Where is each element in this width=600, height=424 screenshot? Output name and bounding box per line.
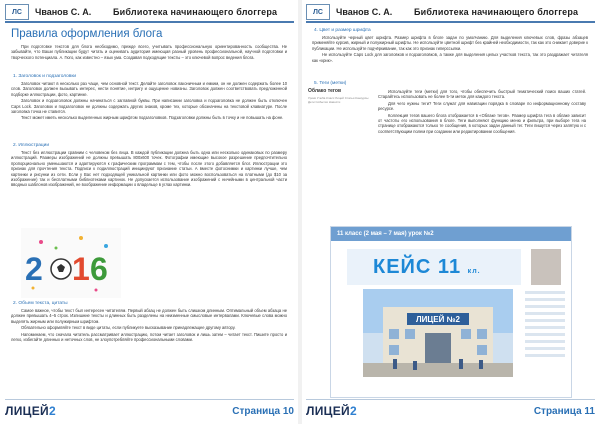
blog-post-title: 11 класс (2 мая – 7 мая) урок №2 (331, 227, 571, 241)
blog-screenshot (330, 226, 572, 398)
brand-number: 2 (48, 404, 56, 418)
year-digits: 1 (72, 251, 90, 287)
paragraph: Коллекция тегов вашего блога отображается в «Облаке тегов». Размер шрифта тега в облаке зависит от частоты его использования в блоге. Теги выполняют функцию меню и фильтра, при выборе тега на странице отображаются только те сообщения, в которых задан данный тег. Теги пишутся через запятую и с соответствующим полем при создании или редактировании сообщения. (378, 112, 586, 134)
school-photo (363, 289, 513, 377)
banner-text (373, 256, 481, 279)
tag-cloud-list: Уроки Учеба Класс Лицей Статьи Конкурсы Дети События Новости (308, 96, 369, 104)
tag-cloud-title: Облако тегов (308, 88, 342, 94)
year-digits: 2 (25, 251, 43, 287)
section-2-text (11, 150, 287, 189)
paragraph: Заголовок читают в несколько раз чаще, чем основной текст. Делайте заголовок лаконичным и емким, он не должен содержать более 10 слов. Заголовок должен вызывать интерес, нести понятие, интригу и ощущение новизны. Заголовок должен соответствовать предложенной подборке иллюстрации, фото, картинке. (11, 81, 287, 97)
paragraph: Самое важное, чтобы текст был интересен читателям. Первый абзац не должен быть слишком длинным. Оптимальный объем абзаца не должен превышать 4–5 строк. Излишние тексты и длинных быть разделены на неизменные смысловые интервалами. Ключевые слова можно выделять жирным или полужирным шрифтом. (11, 308, 287, 324)
footer-divider (5, 399, 294, 400)
tag-cloud-card (308, 88, 372, 204)
section-title-4: 4. Цвет и размер шрифта (314, 28, 371, 33)
page-footer (5, 402, 294, 420)
page-footer (306, 402, 595, 420)
footer-brand-logo (5, 404, 56, 418)
section-title-3: 2. Объем текста, цитаты (13, 301, 68, 306)
right-page (302, 0, 599, 424)
section-3-text (11, 308, 287, 343)
header-author: Чванов С. А. (35, 7, 92, 17)
section-4-text (312, 35, 588, 64)
header-divider (306, 21, 595, 23)
paragraph: Используйте теги (метки) для того, чтобы обеспечить быстрый тематический поиск ваших статей. Старайтесь использовать не более 5-ти меток для каждого текста. (378, 89, 586, 100)
footer-brand-logo (306, 404, 357, 418)
section-title-1: 1. Заголовок и подзаголовки (13, 74, 77, 79)
author-photo (531, 249, 561, 285)
section-title-2: 2. Иллюстрации (13, 143, 50, 148)
sign-text: ЛИЦЕЙ №2 (416, 315, 460, 324)
section-1-text (11, 81, 287, 122)
section-5-text (378, 89, 586, 135)
blog-sidebar (525, 291, 565, 381)
paragraph: Для чего нужны теги? Теги служат для навигации порядка в словаре по информационному составу ресурсе. (378, 100, 586, 112)
banner-suffix: кл. (467, 267, 481, 275)
header-divider (5, 21, 294, 23)
paragraph: Обязательно оформляйте текст в виде цитаты, если публикуете высказывание принадлежащее другому автору. (21, 325, 236, 331)
page-number: Страница 10 (232, 405, 294, 417)
paragraph: Текст может иметь несколько выделенных жирным шрифтом подзаголовков. Подзаголовки должны быть в точку и не повышать на фоне. (21, 115, 284, 121)
school-building-image (363, 289, 513, 377)
paragraph: Текст без иллюстрации сравним с человеком без лица. В каждой публикации должна быть одна или несколько одинаковых по размеру иллюстраций. Размеры изображений не должны превышать 800x600 точек. Фотографии имеющие высокое разрешение предпочтительно пропорционально уменьшаются и адаптируются к графическим программам с тем, чтобы после этого добавляется блог. Иллюстрации это признак для прочтения текста. Подписи к подиллюстраций инициируют признание статьи. А вместе фотоснимки и картинки лучше, чем картинки и рисунки из сети. Если у Вас нет подходящей уникальной картинки или фото можно воспользоваться на платными (до $10 за изображение) так и бесплатными библиотеками картинок. Не допускается использование изображений с ничейными в центральной части вводных шаблонов изображений, не воображение информации о владельце в углах картинки. (11, 150, 287, 188)
header-title: Библиотека начинающего блоггера (113, 7, 278, 17)
intro-text (11, 44, 287, 61)
left-page (1, 0, 298, 424)
banner-word: КЕЙС 11 (373, 255, 462, 278)
brand-number: 2 (349, 404, 357, 418)
page-number: Страница 11 (533, 405, 595, 417)
ground (363, 363, 513, 377)
entrance (425, 333, 451, 363)
blog-banner (347, 249, 521, 285)
header-author: Чванов С. А. (336, 7, 393, 17)
2016-graphic (21, 228, 121, 298)
page-header (5, 4, 294, 20)
page-header (306, 4, 595, 20)
paragraph: Используйте черный цвет шрифта. Размер шрифта в блоге задан по умолчанию. Для выделения ключевых слов, фразы абзацев применяйте курсив, жирный и полужирный шрифты. Не используйте цветной шрифт без крайней необходимости, так как это снижает доверие к публикации. Не используйте подчёркивание, так как это признак гиперссылки. (312, 35, 588, 51)
paragraph: Напоминаем, что сначала читатель рассматривает иллюстрацию, потом читает заголовок и лишь затем – читает текст. Пишите просто и легко, избегайте длинных и неточных слов, не злоупотребляйте профессиональными словами. (11, 331, 287, 343)
year-digits: 6 (90, 251, 108, 287)
paragraph: Не используйте Caps Lock для заголовков и подзаголовков, а также для выделения целых участков текста, так это раздражает читателя как «крик». (312, 52, 588, 63)
brand-text: ЛИЦЕЙ (5, 404, 49, 418)
header-title: Библиотека начинающего блоггера (414, 7, 579, 17)
header-logo: ЛС (5, 4, 29, 20)
section-title-5: 5. Теги (метки) (314, 81, 347, 86)
page-heading: Правила оформления блога (11, 28, 163, 40)
paragraph: Заголовок и подзаголовок должны начинаться с заглавной буквы. При написании заголовка и подзаголовка не должен быть отключен Caps Lock. Заголовок и подзаголовок не должны содержать других знаков, кроме тех, которые обозначены на текстовой клавиатуре. После заголовка точка не ставится. (11, 98, 287, 115)
paragraph: При подготовке текстов для блога необходимо, прежде всего, учитывать профессиональную ориентированность сообщества. Не забывайте, что Ваши публикации будут читать и оценивать аудитория имеющая разный уровень профессиональной, научной подготовки и творческого потенциала. А. Гюго, как известно – язык ума. Создавая подходящие тексты – это ключевой вопрос ведения блога. (11, 44, 287, 60)
illustration-2016 (21, 228, 121, 298)
header-logo: ЛС (306, 4, 330, 20)
footer-divider (306, 399, 595, 400)
brand-text: ЛИЦЕЙ (306, 404, 350, 418)
